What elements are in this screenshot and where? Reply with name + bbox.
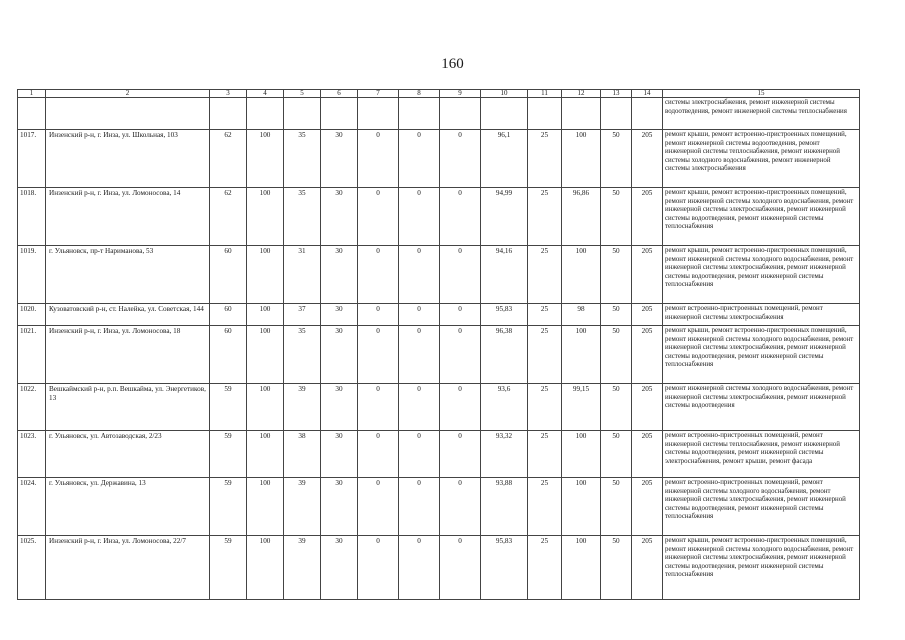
value-cell: 35 [284,188,321,246]
works-cell: ремонт встроенно-пристроенных помещений, ремонт инженерной системы холодного водоснабжения, ремонт инженерной системы электроснабжения, ремонт инженерной системы водоотведения, ремонт инженерной системы теплоснабжения [663,478,860,536]
value-cell: 39 [284,536,321,600]
table-row [18,188,860,246]
value-cell: 0 [399,304,440,326]
header-cell: 15 [663,90,860,98]
address-cell: г. Ульяновск, пр-т Нариманова, 53 [46,246,210,304]
value-cell: 100 [247,304,284,326]
value-cell: 0 [358,246,399,304]
value-cell: 39 [284,478,321,536]
value-cell: 0 [440,384,481,431]
value-cell: 96,1 [481,130,528,188]
address-cell: Инзенский р-н, г. Инза, ул. Ломоносова, 22/7 [46,536,210,600]
value-cell: 205 [632,478,663,536]
works-cell: ремонт встроенно-пристроенных помещений, ремонт инженерной системы электроснабжения [663,304,860,326]
value-cell: 95,83 [481,304,528,326]
header-cell: 7 [358,90,399,98]
page-number: 160 [441,56,464,72]
data-table [17,89,860,600]
value-cell: 94,16 [481,246,528,304]
value-cell: 0 [399,431,440,478]
value-cell: 59 [210,384,247,431]
value-cell: 0 [440,304,481,326]
value-cell: 205 [632,326,663,384]
value-cell: 0 [440,130,481,188]
value-cell: 94,99 [481,188,528,246]
works-cell: ремонт инженерной системы холодного водоснабжения, ремонт инженерной системы электроснабжения, ремонт инженерной системы водоотведения [663,384,860,431]
value-cell: 35 [284,130,321,188]
address-cell: Инзенский р-н, г. Инза, ул. Школьная, 103 [46,130,210,188]
works-cell: ремонт крыши, ремонт встроенно-пристроенных помещений, ремонт инженерной системы водоотведения, ремонт инженерной системы теплоснабжения, ремонт инженерной системы холодного водоснабжения, ремонт инженерной системы электроснабжения [663,130,860,188]
value-cell: 31 [284,246,321,304]
header-cell: 14 [632,90,663,98]
row-number: 1019. [18,246,46,304]
header-cell: 6 [321,90,358,98]
header-cell: 11 [528,90,562,98]
header-cell: 8 [399,90,440,98]
value-cell: 0 [358,130,399,188]
header-cell: 3 [210,90,247,98]
works-cell: системы электроснабжения, ремонт инженерной системы водоотведения, ремонт инженерной системы теплоснабжения [663,98,860,130]
value-cell: 205 [632,536,663,600]
value-cell: 62 [210,130,247,188]
value-cell: 0 [399,478,440,536]
value-cell: 30 [321,304,358,326]
header-cell: 2 [46,90,210,98]
header-cell: 1 [18,90,46,98]
value-cell: 0 [440,326,481,384]
value-cell: 30 [321,478,358,536]
address-cell: Вешкаймский р-н, р.п. Вешкайма, ул. Энергетиков, 13 [46,384,210,431]
value-cell: 100 [562,536,601,600]
value-cell: 50 [601,130,632,188]
table-row [18,304,860,326]
header-cell: 12 [562,90,601,98]
address-cell: Инзенский р-н, г. Инза, ул. Ломоносова, 14 [46,188,210,246]
value-cell: 25 [528,130,562,188]
row-number: 1021. [18,326,46,384]
value-cell: 96,86 [562,188,601,246]
value-cell: 205 [632,384,663,431]
value-cell: 0 [358,304,399,326]
row-number: 1022. [18,384,46,431]
value-cell: 0 [399,130,440,188]
value-cell: 50 [601,326,632,384]
value-cell: 0 [358,431,399,478]
value-cell: 100 [247,536,284,600]
value-cell: 50 [601,246,632,304]
address-cell: г. Ульяновск, ул. Автозаводская, 2/23 [46,431,210,478]
value-cell: 0 [399,384,440,431]
value-cell: 37 [284,304,321,326]
value-cell: 50 [601,384,632,431]
value-cell: 100 [247,188,284,246]
table-row [18,130,860,188]
value-cell: 0 [440,188,481,246]
value-cell: 98 [562,304,601,326]
table-row [18,384,860,431]
table-row [18,536,860,600]
value-cell: 205 [632,431,663,478]
value-cell: 0 [399,246,440,304]
header-cell: 10 [481,90,528,98]
value-cell: 96,38 [481,326,528,384]
table-row [18,246,860,304]
value-cell: 100 [562,478,601,536]
value-cell: 205 [632,188,663,246]
value-cell: 50 [601,536,632,600]
header-cell: 5 [284,90,321,98]
value-cell: 100 [247,130,284,188]
value-cell: 35 [284,326,321,384]
header-cell: 4 [247,90,284,98]
value-cell: 30 [321,384,358,431]
value-cell: 100 [247,246,284,304]
value-cell: 60 [210,246,247,304]
value-cell: 205 [632,304,663,326]
value-cell: 59 [210,431,247,478]
value-cell: 59 [210,478,247,536]
value-cell: 93,88 [481,478,528,536]
value-cell: 38 [284,431,321,478]
value-cell: 25 [528,246,562,304]
value-cell: 39 [284,384,321,431]
header-cell: 13 [601,90,632,98]
value-cell: 99,15 [562,384,601,431]
value-cell: 30 [321,188,358,246]
value-cell: 93,6 [481,384,528,431]
works-cell: ремонт крыши, ремонт встроенно-пристроенных помещений, ремонт инженерной системы холодного водоснабжения, ремонт инженерной системы электроснабжения, ремонт инженерной системы водоотведения, ремонт инженерной системы теплоснабжения [663,188,860,246]
row-number: 1018. [18,188,46,246]
row-number: 1025. [18,536,46,600]
value-cell: 100 [247,326,284,384]
value-cell: 0 [399,326,440,384]
table-row [18,431,860,478]
row-number: 1023. [18,431,46,478]
value-cell: 25 [528,536,562,600]
works-cell: ремонт крыши, ремонт встроенно-пристроенных помещений, ремонт инженерной системы холодного водоснабжения, ремонт инженерной системы электроснабжения, ремонт инженерной системы водоотведения, ремонт инженерной системы теплоснабжения [663,326,860,384]
value-cell: 50 [601,478,632,536]
works-cell: ремонт встроенно-пристроенных помещений, ремонт инженерной системы теплоснабжения, ремонт инженерной системы водоотведения, ремонт инженерной системы электроснабжения, ремонт крыши, ремонт фасада [663,431,860,478]
value-cell: 205 [632,246,663,304]
row-number: 1017. [18,130,46,188]
value-cell: 50 [601,304,632,326]
value-cell: 30 [321,326,358,384]
address-cell: г. Ульяновск, ул. Державина, 13 [46,478,210,536]
value-cell: 60 [210,326,247,384]
table-row [18,478,860,536]
address-cell: Кузоватовский р-н, ст. Налейка, ул. Советская, 144 [46,304,210,326]
value-cell: 100 [247,431,284,478]
value-cell: 25 [528,326,562,384]
row-number: 1024. [18,478,46,536]
value-cell: 0 [440,246,481,304]
value-cell: 50 [601,431,632,478]
value-cell: 50 [601,188,632,246]
table-row [18,326,860,384]
value-cell: 59 [210,536,247,600]
value-cell: 25 [528,384,562,431]
value-cell: 60 [210,304,247,326]
value-cell: 25 [528,304,562,326]
value-cell: 100 [562,130,601,188]
value-cell: 25 [528,188,562,246]
value-cell: 100 [562,246,601,304]
value-cell: 93,32 [481,431,528,478]
value-cell: 25 [528,431,562,478]
works-cell: ремонт крыши, ремонт встроенно-пристроенных помещений, ремонт инженерной системы холодного водоснабжения, ремонт инженерной системы электроснабжения, ремонт инженерной системы водоотведения, ремонт инженерной системы теплоснабжения [663,536,860,600]
value-cell: 0 [440,478,481,536]
works-cell: ремонт крыши, ремонт встроенно-пристроенных помещений, ремонт инженерной системы холодного водоснабжения, ремонт инженерной системы электроснабжения, ремонт инженерной системы водоотведения, ремонт инженерной системы теплоснабжения [663,246,860,304]
value-cell: 0 [440,536,481,600]
value-cell: 0 [358,326,399,384]
row-number: 1020. [18,304,46,326]
value-cell: 100 [562,326,601,384]
value-cell: 0 [358,188,399,246]
value-cell: 0 [399,536,440,600]
value-cell: 100 [562,431,601,478]
value-cell: 62 [210,188,247,246]
value-cell: 205 [632,130,663,188]
carry-over-row [18,98,860,130]
value-cell: 0 [358,478,399,536]
value-cell: 0 [399,188,440,246]
value-cell: 95,83 [481,536,528,600]
value-cell: 0 [440,431,481,478]
value-cell: 0 [358,536,399,600]
value-cell: 25 [528,478,562,536]
header-cell: 9 [440,90,481,98]
value-cell: 30 [321,246,358,304]
value-cell: 100 [247,478,284,536]
value-cell: 30 [321,431,358,478]
value-cell: 30 [321,130,358,188]
value-cell: 100 [247,384,284,431]
value-cell: 30 [321,536,358,600]
value-cell: 0 [358,384,399,431]
header-row [18,90,860,98]
address-cell: Инзенский р-н, г. Инза, ул. Ломоносова, 18 [46,326,210,384]
table-body [18,98,860,600]
table-header [18,90,860,98]
